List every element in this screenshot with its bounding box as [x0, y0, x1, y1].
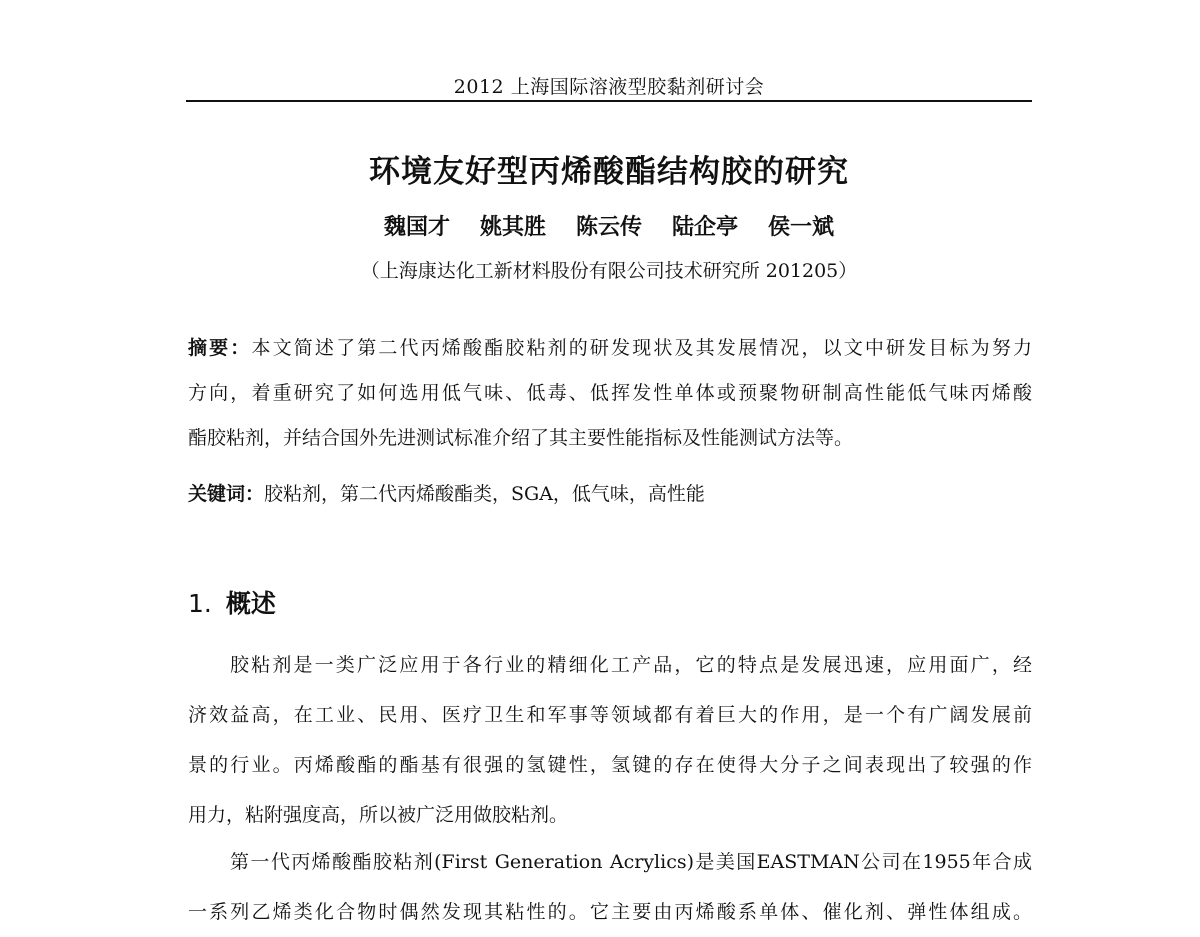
paragraph-line: 第一代丙烯酸酯胶粘剂(First Generation Acrylics)是美国EASTMAN公司在1955年合成 — [230, 851, 1032, 873]
running-header: 2012 上海国际溶液型胶黏剂研讨会 — [453, 76, 765, 98]
header-rule — [186, 100, 1032, 102]
abstract-text: 本文简述了第二代丙烯酸酯胶粘剂的研发现状及其发展情况，以文中研发目标为努力 — [251, 337, 1032, 359]
author-name: 侯一斌 — [768, 215, 835, 240]
affiliation: （上海康达化工新材料股份有限公司技术研究所 201205） — [360, 260, 858, 282]
abstract — [188, 326, 1032, 461]
paragraph-line: 济效益高，在工业、民用、医疗卫生和军事等领域都有着巨大的作用，是一个有广阔发展前 — [188, 704, 1032, 726]
paragraph-line: 胶粘剂是一类广泛应用于各行业的精细化工产品，它的特点是发展迅速，应用面广，经 — [230, 654, 1032, 676]
section-heading — [188, 584, 276, 620]
section-paragraph — [188, 640, 1032, 840]
author-name: 陆企亭 — [672, 215, 739, 240]
paper-title: 环境友好型丙烯酸酯结构胶的研究 — [369, 154, 849, 190]
author-name: 陈云传 — [575, 215, 642, 240]
section-paragraph — [188, 837, 1032, 937]
author-name: 姚其胜 — [479, 215, 546, 240]
paragraph-line: 一系列乙烯类化合物时偶然发现其粘性的。它主要由丙烯酸系单体、催化剂、弹性体组成。 — [188, 901, 1032, 923]
paragraph-line: 景的行业。丙烯酸酯的酯基有很强的氢键性，氢键的存在使得大分子之间表现出了较强的作 — [188, 754, 1032, 776]
keywords-text: 胶粘剂，第二代丙烯酸酯类，SGA，低气味，高性能 — [264, 483, 705, 505]
section-number: 1. — [188, 589, 212, 618]
abstract-line — [188, 326, 1032, 371]
abstract-line: 酯胶粘剂，并结合国外先进测试标准介绍了其主要性能指标及性能测试方法等。 — [188, 427, 854, 449]
abstract-line: 方向，着重研究了如何选用低气味、低毒、低挥发性单体或预聚物研制高性能低气味丙烯酸 — [188, 382, 1032, 404]
keywords-label: 关键词： — [188, 483, 265, 505]
keywords — [188, 472, 1032, 517]
abstract-label: 摘要： — [188, 337, 252, 359]
author-name: 魏国才 — [383, 215, 450, 240]
paragraph-line: 用力，粘附强度高，所以被广泛用做胶粘剂。 — [188, 804, 569, 826]
section-title: 概述 — [225, 589, 276, 618]
author-list — [186, 210, 1032, 241]
